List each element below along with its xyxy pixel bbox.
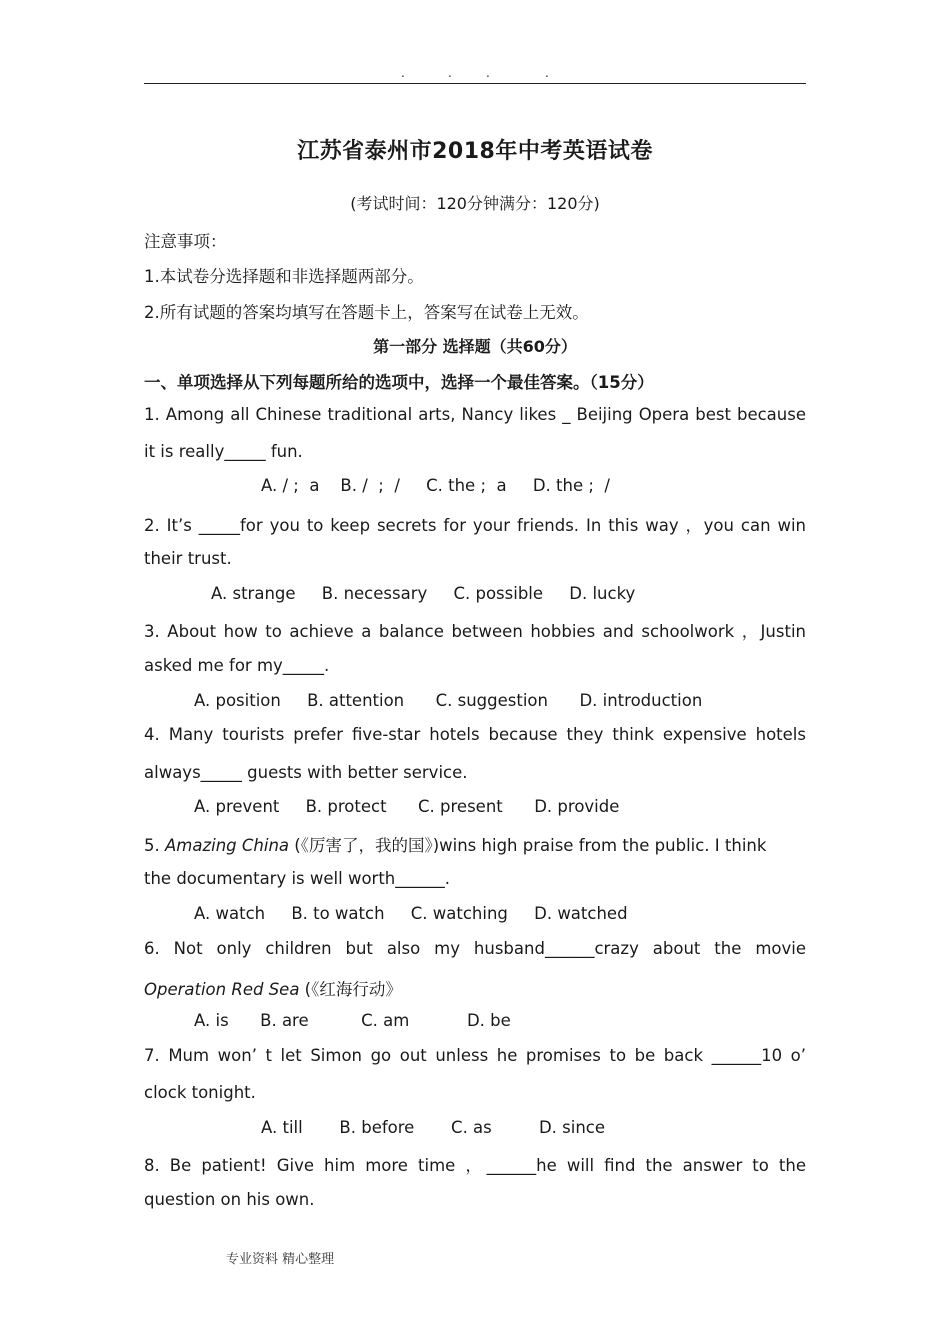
header-rule: [144, 83, 806, 84]
question-4-line2: always_____ guests with better service.: [144, 763, 468, 782]
header-dot: .: [401, 66, 405, 80]
note-item: 2.所有试题的答案均填写在答题卡上，答案写在试卷上无效。: [144, 303, 589, 322]
note-item: 1.本试卷分选择题和非选择题两部分。: [144, 267, 424, 286]
question-5-options: A. watch B. to watch C. watching D. watched: [194, 904, 628, 923]
question-3-options: A. position B. attention C. suggestion D. introduction: [194, 691, 703, 710]
question-8-line1: 8. Be patient! Give him more time ，______he will find the answer to the: [144, 1156, 806, 1175]
question-6-line2: [144, 976, 402, 1000]
question-6-text: (《红海行动》: [299, 980, 402, 999]
question-6-line1: 6. Not only children but also my husband______crazy about the movie: [144, 939, 806, 958]
question-5-number: 5.: [144, 836, 165, 855]
part1-title: 第一部分 选择题（共60分）: [373, 337, 577, 356]
question-5-text: (《厉害了，我的国》)wins high praise from the public. I think: [289, 836, 767, 855]
section1-title: 一、单项选择从下列每题所给的选项中，选择一个最佳答案。（15分）: [144, 373, 654, 392]
question-3-line2: asked me for my_____.: [144, 656, 330, 675]
question-2-line1: 2. It’s _____for you to keep secrets for your friends. In this way ，you can win: [144, 516, 806, 535]
question-7-line1: 7. Mum won’ t let Simon go out unless he promises to be back ______10 o’: [144, 1046, 806, 1065]
question-1-line1: 1. Among all Chinese traditional arts, Nancy likes _ Beijing Opera best because: [144, 405, 806, 424]
question-3-line1: 3. About how to achieve a balance between hobbies and schoolwork ，Justin: [144, 622, 806, 641]
page-title: 江苏省泰州市2018年中考英语试卷: [297, 139, 653, 164]
notes-heading: 注意事项：: [144, 232, 227, 251]
question-8-line2: question on his own.: [144, 1190, 315, 1209]
question-4-line1: 4. Many tourists prefer five-star hotels because they think expensive hotels: [144, 725, 806, 744]
header-dot: .: [545, 66, 549, 80]
footer-text: 专业资料 精心整理: [226, 1252, 335, 1267]
question-5-line1: [144, 832, 766, 856]
question-4-options: A. prevent B. protect C. present D. provide: [194, 797, 620, 816]
question-7-options: A. till B. before C. as D. since: [261, 1118, 606, 1137]
question-5-line2: the documentary is well worth______.: [144, 869, 451, 888]
exam-subtitle: (考试时间：120分钟满分：120分): [350, 194, 600, 213]
header-dots: [0, 66, 950, 80]
question-5-title: Amazing China: [165, 836, 290, 855]
question-7-line2: clock tonight.: [144, 1083, 256, 1102]
question-6-title: Operation Red Sea: [144, 980, 300, 999]
question-2-options: A. strange B. necessary C. possible D. lucky: [211, 584, 636, 603]
question-6-options: A. is B. are C. am D. be: [194, 1011, 511, 1030]
header-dot: .: [486, 66, 490, 80]
question-1-options: A. / ; a B. / ; / C. the ; a D. the ; /: [261, 476, 610, 495]
header-dot: .: [448, 66, 452, 80]
question-1-line2: it is really_____ fun.: [144, 442, 303, 461]
question-2-line2: their trust.: [144, 549, 232, 568]
